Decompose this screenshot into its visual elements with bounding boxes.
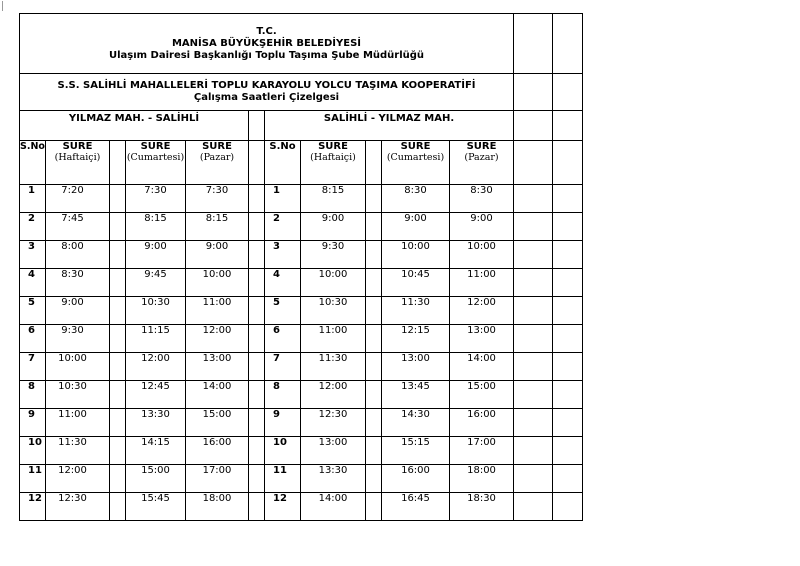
row-number-left: 10 bbox=[20, 437, 46, 465]
sunday-time-right: 13:00 bbox=[450, 325, 514, 353]
blank-cell bbox=[249, 269, 265, 297]
blank-cell bbox=[249, 213, 265, 241]
blank-cell bbox=[514, 297, 553, 325]
blank-cell bbox=[514, 409, 553, 437]
blank-cell bbox=[110, 437, 126, 465]
sure-label: SÜRE bbox=[466, 141, 497, 152]
saturday-time-right: 11:30 bbox=[382, 297, 450, 325]
route-right-label: SALİHLİ - YILMAZ MAH. bbox=[265, 111, 514, 141]
weekday-time-right: 10:30 bbox=[301, 297, 366, 325]
blank-cell bbox=[366, 185, 382, 213]
table-row bbox=[20, 241, 583, 269]
blank-cell bbox=[514, 111, 553, 141]
sure-label: SÜRE bbox=[400, 141, 431, 152]
weekday-time-left: 7:20 bbox=[46, 185, 110, 213]
blank-cell bbox=[110, 493, 126, 521]
blank-cell bbox=[514, 493, 553, 521]
blank-cell bbox=[553, 465, 583, 493]
blank-cell bbox=[514, 325, 553, 353]
weekday-time-left: 11:00 bbox=[46, 409, 110, 437]
sn-header-right: S.No bbox=[265, 141, 301, 185]
sunday-label: (Pazar) bbox=[199, 152, 235, 163]
table-row bbox=[20, 381, 583, 409]
row-number-left: 12 bbox=[20, 493, 46, 521]
blank-cell bbox=[514, 213, 553, 241]
saturday-label: (Cumartesi) bbox=[386, 152, 445, 163]
header-department: Ulaşım Dairesi Başkanlığı Toplu Taşıma Şube Müdürlüğü bbox=[108, 49, 425, 61]
sunday-time-right: 18:00 bbox=[450, 465, 514, 493]
blank-cell bbox=[110, 269, 126, 297]
blank-cell bbox=[366, 465, 382, 493]
row-number-right: 4 bbox=[265, 269, 301, 297]
blank-cell bbox=[514, 381, 553, 409]
cooperative-name: S.S. SALİHLİ MAHALLELERİ TOPLU KARAYOLU YOLCU TAŞIMA KOOPERATİFİ bbox=[57, 80, 476, 91]
row-number-left: 1 bbox=[20, 185, 46, 213]
blank-cell bbox=[249, 437, 265, 465]
blank-cell bbox=[514, 465, 553, 493]
saturday-time-left: 11:15 bbox=[126, 325, 186, 353]
blank-cell bbox=[553, 185, 583, 213]
saturday-time-left: 9:00 bbox=[126, 241, 186, 269]
saturday-time-right: 13:00 bbox=[382, 353, 450, 381]
weekday-header-right bbox=[301, 141, 366, 185]
table-row bbox=[20, 325, 583, 353]
weekday-time-right: 11:30 bbox=[301, 353, 366, 381]
blank-cell bbox=[249, 141, 265, 185]
blank-cell bbox=[249, 465, 265, 493]
blank-cell bbox=[110, 241, 126, 269]
blank-cell bbox=[553, 269, 583, 297]
sure-label: SÜRE bbox=[202, 141, 232, 152]
saturday-time-right: 9:00 bbox=[382, 213, 450, 241]
saturday-time-right: 15:15 bbox=[382, 437, 450, 465]
blank-cell bbox=[110, 325, 126, 353]
row-number-left: 8 bbox=[20, 381, 46, 409]
row-number-right: 9 bbox=[265, 409, 301, 437]
blank-cell bbox=[249, 185, 265, 213]
blank-cell bbox=[366, 241, 382, 269]
row-number-right: 10 bbox=[265, 437, 301, 465]
row-number-left: 2 bbox=[20, 213, 46, 241]
row-number-left: 5 bbox=[20, 297, 46, 325]
sunday-time-left: 14:00 bbox=[186, 381, 249, 409]
municipality-header bbox=[20, 14, 514, 74]
blank-cell bbox=[366, 325, 382, 353]
sn-header-left: S.No bbox=[20, 141, 46, 185]
blank-cell bbox=[366, 381, 382, 409]
sunday-time-left: 18:00 bbox=[186, 493, 249, 521]
weekday-time-left: 8:00 bbox=[46, 241, 110, 269]
blank-cell bbox=[514, 269, 553, 297]
weekday-time-left: 10:00 bbox=[46, 353, 110, 381]
weekday-time-right: 12:30 bbox=[301, 409, 366, 437]
weekday-header-left bbox=[46, 141, 110, 185]
sunday-time-right: 18:30 bbox=[450, 493, 514, 521]
table-row bbox=[20, 269, 583, 297]
sunday-time-right: 11:00 bbox=[450, 269, 514, 297]
blank-cell bbox=[553, 297, 583, 325]
weekday-time-left: 12:00 bbox=[46, 465, 110, 493]
blank-cell bbox=[249, 111, 265, 141]
table-row bbox=[20, 185, 583, 213]
sunday-time-left: 7:30 bbox=[186, 185, 249, 213]
table-row bbox=[20, 353, 583, 381]
blank-cell bbox=[514, 14, 553, 74]
saturday-time-left: 12:45 bbox=[126, 381, 186, 409]
blank-cell bbox=[249, 297, 265, 325]
blank-cell bbox=[110, 141, 126, 185]
row-number-right: 11 bbox=[265, 465, 301, 493]
sunday-time-left: 8:15 bbox=[186, 213, 249, 241]
sunday-header-right bbox=[450, 141, 514, 185]
saturday-time-right: 10:45 bbox=[382, 269, 450, 297]
cooperative-header bbox=[20, 74, 514, 111]
blank-cell bbox=[110, 465, 126, 493]
row-number-left: 3 bbox=[20, 241, 46, 269]
blank-cell bbox=[553, 493, 583, 521]
sunday-time-left: 15:00 bbox=[186, 409, 249, 437]
table-row bbox=[20, 409, 583, 437]
row-number-right: 8 bbox=[265, 381, 301, 409]
weekday-time-right: 9:30 bbox=[301, 241, 366, 269]
row-number-left: 9 bbox=[20, 409, 46, 437]
blank-cell bbox=[366, 409, 382, 437]
sure-label: SÜRE bbox=[62, 141, 93, 152]
table-row bbox=[20, 297, 583, 325]
sunday-time-left: 13:00 bbox=[186, 353, 249, 381]
saturday-time-left: 8:15 bbox=[126, 213, 186, 241]
weekday-time-left: 12:30 bbox=[46, 493, 110, 521]
blank-cell bbox=[110, 185, 126, 213]
blank-cell bbox=[110, 213, 126, 241]
saturday-time-left: 7:30 bbox=[126, 185, 186, 213]
sunday-time-left: 12:00 bbox=[186, 325, 249, 353]
blank-cell bbox=[553, 353, 583, 381]
sunday-header-left bbox=[186, 141, 249, 185]
blank-cell bbox=[514, 241, 553, 269]
sunday-time-left: 17:00 bbox=[186, 465, 249, 493]
weekday-time-right: 9:00 bbox=[301, 213, 366, 241]
header-tc: T.C. bbox=[256, 25, 277, 37]
blank-cell bbox=[249, 353, 265, 381]
saturday-time-left: 15:45 bbox=[126, 493, 186, 521]
sunday-time-right: 9:00 bbox=[450, 213, 514, 241]
weekday-time-right: 14:00 bbox=[301, 493, 366, 521]
saturday-time-right: 8:30 bbox=[382, 185, 450, 213]
saturday-time-right: 16:00 bbox=[382, 465, 450, 493]
weekday-time-right: 12:00 bbox=[301, 381, 366, 409]
saturday-time-left: 12:00 bbox=[126, 353, 186, 381]
blank-cell bbox=[366, 213, 382, 241]
saturday-time-right: 12:15 bbox=[382, 325, 450, 353]
sunday-label: (Pazar) bbox=[464, 152, 499, 163]
blank-cell bbox=[366, 437, 382, 465]
sunday-time-right: 17:00 bbox=[450, 437, 514, 465]
saturday-time-right: 16:45 bbox=[382, 493, 450, 521]
blank-cell bbox=[366, 493, 382, 521]
saturday-time-left: 10:30 bbox=[126, 297, 186, 325]
sunday-time-right: 16:00 bbox=[450, 409, 514, 437]
blank-cell bbox=[249, 409, 265, 437]
row-number-right: 7 bbox=[265, 353, 301, 381]
weekday-time-left: 9:30 bbox=[46, 325, 110, 353]
weekday-time-right: 13:30 bbox=[301, 465, 366, 493]
blank-cell bbox=[553, 409, 583, 437]
sunday-time-right: 8:30 bbox=[450, 185, 514, 213]
blank-cell bbox=[514, 74, 553, 111]
sunday-time-right: 15:00 bbox=[450, 381, 514, 409]
header-municipality: MANİSA BÜYÜKŞEHİR BELEDİYESİ bbox=[171, 37, 362, 49]
weekday-time-left: 11:30 bbox=[46, 437, 110, 465]
weekday-time-right: 10:00 bbox=[301, 269, 366, 297]
blank-cell bbox=[110, 409, 126, 437]
saturday-time-left: 13:30 bbox=[126, 409, 186, 437]
blank-cell bbox=[553, 325, 583, 353]
blank-cell bbox=[249, 381, 265, 409]
saturday-time-left: 14:15 bbox=[126, 437, 186, 465]
blank-cell bbox=[110, 297, 126, 325]
saturday-header-right bbox=[382, 141, 450, 185]
schedule-title: Çalışma Saatleri Çizelgesi bbox=[193, 92, 340, 103]
blank-cell bbox=[514, 185, 553, 213]
sunday-time-right: 12:00 bbox=[450, 297, 514, 325]
row-number-right: 3 bbox=[265, 241, 301, 269]
sunday-time-left: 16:00 bbox=[186, 437, 249, 465]
row-number-left: 6 bbox=[20, 325, 46, 353]
row-number-left: 4 bbox=[20, 269, 46, 297]
saturday-label: (Cumartesi) bbox=[126, 152, 185, 163]
blank-cell bbox=[249, 325, 265, 353]
blank-cell bbox=[366, 353, 382, 381]
row-number-left: 11 bbox=[20, 465, 46, 493]
sunday-time-left: 9:00 bbox=[186, 241, 249, 269]
table-row bbox=[20, 213, 583, 241]
margin-marker bbox=[2, 1, 4, 11]
sunday-time-left: 10:00 bbox=[186, 269, 249, 297]
sure-label: SÜRE bbox=[140, 141, 171, 152]
saturday-time-right: 10:00 bbox=[382, 241, 450, 269]
weekday-time-left: 8:30 bbox=[46, 269, 110, 297]
schedule-table bbox=[19, 13, 583, 521]
sunday-time-right: 14:00 bbox=[450, 353, 514, 381]
blank-cell bbox=[514, 437, 553, 465]
saturday-time-right: 13:45 bbox=[382, 381, 450, 409]
blank-cell bbox=[514, 141, 553, 185]
weekday-time-left: 10:30 bbox=[46, 381, 110, 409]
saturday-time-left: 15:00 bbox=[126, 465, 186, 493]
blank-cell bbox=[110, 353, 126, 381]
weekday-time-right: 11:00 bbox=[301, 325, 366, 353]
weekday-label: (Haftaiçi) bbox=[54, 152, 101, 163]
saturday-header-left bbox=[126, 141, 186, 185]
blank-cell bbox=[514, 353, 553, 381]
blank-cell bbox=[553, 141, 583, 185]
table-row bbox=[20, 493, 583, 521]
weekday-time-right: 13:00 bbox=[301, 437, 366, 465]
sunday-time-left: 11:00 bbox=[186, 297, 249, 325]
blank-cell bbox=[110, 381, 126, 409]
table-row bbox=[20, 465, 583, 493]
blank-cell bbox=[366, 141, 382, 185]
blank-cell bbox=[553, 381, 583, 409]
blank-cell bbox=[553, 111, 583, 141]
row-number-left: 7 bbox=[20, 353, 46, 381]
blank-cell bbox=[366, 297, 382, 325]
blank-cell bbox=[553, 241, 583, 269]
row-number-right: 5 bbox=[265, 297, 301, 325]
blank-cell bbox=[366, 269, 382, 297]
weekday-time-right: 8:15 bbox=[301, 185, 366, 213]
blank-cell bbox=[553, 213, 583, 241]
blank-cell bbox=[553, 74, 583, 111]
blank-cell bbox=[249, 493, 265, 521]
row-number-right: 6 bbox=[265, 325, 301, 353]
weekday-time-left: 7:45 bbox=[46, 213, 110, 241]
blank-cell bbox=[553, 14, 583, 74]
weekday-time-left: 9:00 bbox=[46, 297, 110, 325]
saturday-time-left: 9:45 bbox=[126, 269, 186, 297]
blank-cell bbox=[249, 241, 265, 269]
route-left-label: YILMAZ MAH. - SALİHLİ bbox=[20, 111, 249, 141]
weekday-label: (Haftaiçi) bbox=[310, 152, 356, 163]
row-number-right: 1 bbox=[265, 185, 301, 213]
blank-cell bbox=[553, 437, 583, 465]
saturday-time-right: 14:30 bbox=[382, 409, 450, 437]
row-number-right: 12 bbox=[265, 493, 301, 521]
row-number-right: 2 bbox=[265, 213, 301, 241]
table-row bbox=[20, 437, 583, 465]
sunday-time-right: 10:00 bbox=[450, 241, 514, 269]
sure-label: SÜRE bbox=[318, 141, 348, 152]
